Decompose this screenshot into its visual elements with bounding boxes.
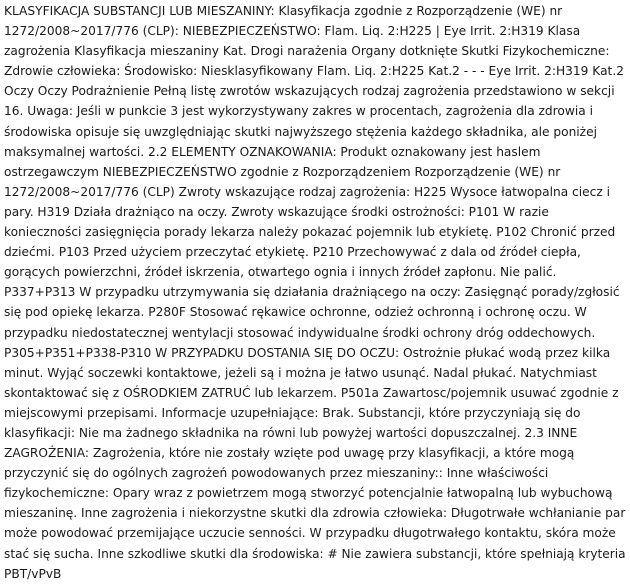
text-line: się pod opiekę lekarza. P280F Stosować rękawice ochronne, odzież ochronną i ochronę oczu. W (4, 305, 587, 320)
text-line: miejscowymi przepisami. Informacje uzupełniające: Brak. Substancji, które przyczyniają się do (4, 405, 581, 420)
text-line: fizykochemiczne: Opary wraz z powietrzem mogą stworzyć potencjalnie łatwopalną lub wybuchową (4, 486, 613, 501)
text-line: 1272/2008~2017/776 (CLP): NIEBEZPIECZEŃSTWO: Flam. Liq. 2:H225 | Eye Irrit. 2:H319 Klasa (4, 24, 581, 39)
text-line: 1272/2008~2017/776 (CLP) Zwroty wskazujące rodzaj zagrożenia: H225 Wysoce łatwopalna ciecz i (4, 184, 610, 199)
text-line: Oczy Oczy Podrażnienie Pełną listę zwrotów wskazujących rodzaj zagrożenia przedstawiono w sekcji (4, 84, 615, 99)
text-line: dziećmi. P103 Przed użyciem przeczytać etykietę. P210 Przechowywać z dala od źródeł ciepła, (4, 245, 581, 260)
text-line: KLASYFIKACJA SUBSTANCJI LUB MIESZANINY: Klasyfikacja zgodnie z Rozporządzenie (WE) nr (4, 4, 563, 18)
text-line: pary. H319 Działa drażniąco na oczy. Zwroty wskazujące środki ostrożności: P101 W razie (4, 204, 549, 219)
text-line: konieczności zasięgnięcia porady lekarza należy pokazać pojemnik lub etykietę. P102 Chronić przed (4, 225, 616, 240)
text-line: skontaktować się z OŚRODKIEM ZATRUĆ lub lekarzem. P501a Zawartosc/pojemnik usuwać zgodnie z (4, 385, 619, 400)
text-line: maksymalnej wartości. 2.2 ELEMENTY OZNAKOWANIA: Produkt oznakowany jest haslem (4, 144, 541, 159)
text-line: minut. Wyjąć soczewki kontaktowe, jeżeli są i można je łatwo usunąć. Nadal płukać. Natychmiast (4, 365, 597, 380)
text-line: P337+P313 W przypadku utrzymywania się działania drażniącego na oczy: Zasięgnąć porady/zgłosić (4, 285, 620, 300)
text-line: przypadku niedostatecznej wentylacji stosować indywidualne środki ochrony dróg oddechowych. (4, 325, 596, 340)
text-line: może powodować przemijające uczucie senności. W przypadku długotrwałego kontaktu, skóra może (4, 526, 616, 541)
text-line: przyczynić się do ogólnych zagrożeń powodowanych przez mieszaniny:: Inne właściwości (4, 466, 549, 481)
text-line: Zdrowie człowieka: Środowisko: Niesklasyfikowany Flam. Liq. 2:H225 Kat.2 - - - Eye Irrit. 2:H319 Kat.2 (4, 64, 624, 79)
hazard-classification-text (4, 0, 626, 584)
text-line: zagrożenia Klasyfikacja mieszaniny Kat. Drogi narażenia Organy dotknięte Skutki Fizykochemiczne: (4, 44, 610, 59)
text-line: klasyfikacji: Nie ma żadnego składnika na równi lub powyżej wartości dopuszczalnej. 2.3 INNE (4, 425, 578, 440)
text-line: PBT/vPvB (4, 566, 62, 581)
text-line: mieszaninę. Inne zagrożenia i niekorzystne skutki dla zdrowia człowieka: Długotrwałe wchłanianie par (4, 506, 626, 521)
text-line: ostrzegawczym NIEBEZPIECZEŃSTWO zgodnie z Rozporządzeniem Rozporządzenie (WE) nr (4, 164, 561, 179)
text-line: 16. Uwaga: Jeśli w punkcie 3 jest wykorzystywany zakres w procentach, zagrożenia dla zdrowia i (4, 104, 593, 119)
text-line: gorących powierzchni, źródeł iskrzenia, otwartego ognia i innych źródeł zapłonu. Nie palić. (4, 265, 557, 280)
text-line: ZAGROŻENIA: Zagrożenia, które nie zostały wzięte pod uwagę przy klasyfikacji, a które mogą (4, 446, 575, 461)
text-line: środowiska opisuje się uwzględniając skutki najwyższego stężenia każdego składnika, ale poniżej (4, 124, 597, 139)
text-line: stać się sucha. Inne szkodliwe skutki dla środowiska: # Nie zawiera substancji, które spełniają kryteria (4, 546, 626, 561)
text-line: P305+P351+P338-P310 W PRZYPADKU DOSTANIA SIĘ DO OCZU: Ostrożnie płukać wodą przez kilka (4, 345, 611, 360)
